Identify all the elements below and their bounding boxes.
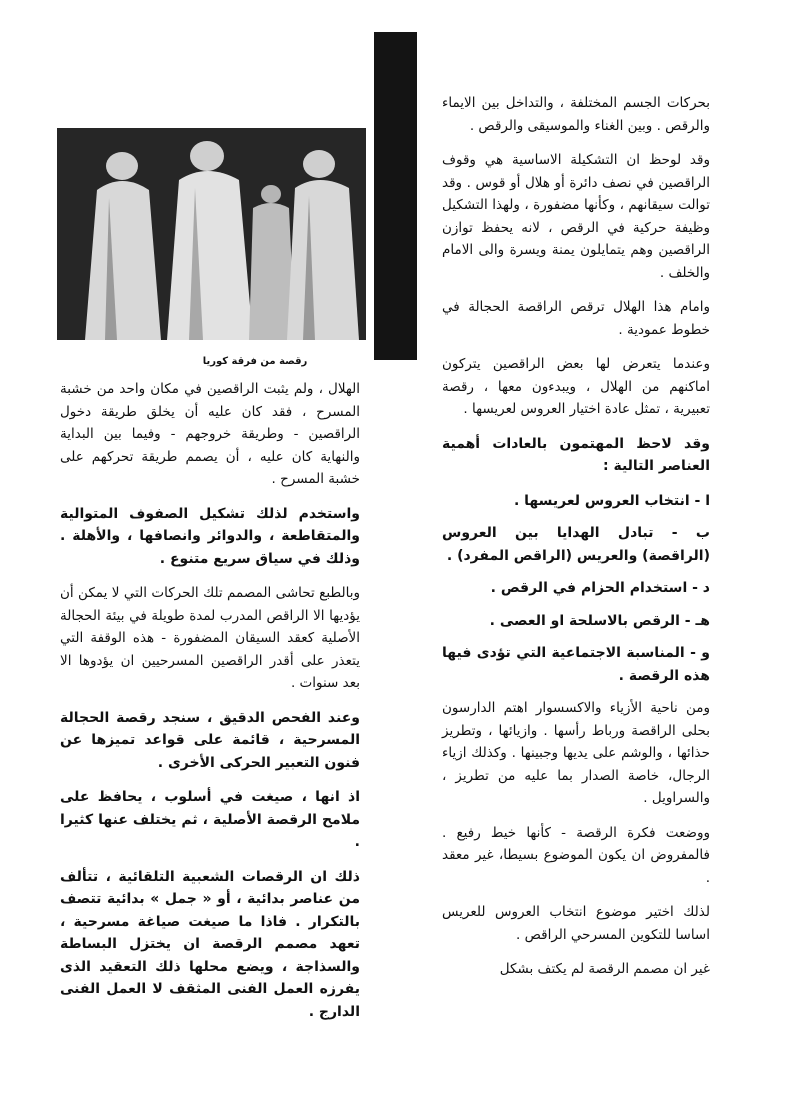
list-item: هـ - الرقص بالاسلحة او العصى . xyxy=(489,612,710,629)
paragraph-bold: اذ انها ، صيغت في أسلوب ، يحافظ على ملامح الرقصة الأصلية ، ثم يختلف عنها كثيرا . xyxy=(60,789,360,850)
paragraph: بحركات الجسم المختلفة ، والتداخل بين الايماء والرقص . وبين الغناء والموسيقى والرقص . xyxy=(442,95,710,134)
paragraph: ووضعت فكرة الرقصة - كأنها خيط رفيع . فالمفروض ان يكون الموضوع بسيطا، غير معقد . xyxy=(442,824,710,886)
paragraph: وعندما يتعرض لها بعض الراقصين يتركون اماكنهم من الهلال ، ويبدءون معها ، رقصة تعبيرية ، تمثل عادة اختيار العروس لعريسها . xyxy=(442,356,710,417)
paragraph-bold: ذلك ان الرقصات الشعبية التلقائية ، تتألف من عناصر بدائية ، أو « جمل » بدائية تتصف بالتكرار . فاذا ما صيغت صياغة مسرحية ، تعهد مصمم الرقصة ان يختزل البساطة والسذاجة ، ويضع محلها ذلك التعقيد الذى يفرزه العمل الفنى المثقف لا العمل الفنى الدارج . xyxy=(60,868,360,1020)
list-item: د - استخدام الحزام في الرقص . xyxy=(490,580,710,596)
paragraph: لذلك اختير موضوع انتخاب العروس للعريس اساسا للتكوين المسرحي الراقص . xyxy=(442,904,710,943)
dance-photo-illustration xyxy=(57,128,366,340)
paragraph: وامام هذا الهلال ترقص الراقصة الحجالة في خطوط عمودية . xyxy=(442,299,710,338)
column-divider-band xyxy=(374,32,417,360)
right-column xyxy=(442,92,710,993)
paragraph: ومن ناحية الأزياء والاكسسوار اهتم الدارسون بحلى الراقصة ورباط رأسها . وازيائها ، وتطريز حذائها ، والوشم على يديها وجبينها . وكذلك ازياء الرجال، خاصة الصدار بما عليه من تطريز ، والسراويل . xyxy=(442,700,710,806)
paragraph-bold: واستخدم لذلك تشكيل الصفوف المتوالية والمتقاطعة ، والدوائر وانصافها ، والأهلة . وذلك في سياق سريع متنوع . xyxy=(60,505,360,567)
left-column xyxy=(60,378,360,1035)
paragraph: وبالطبع تحاشى المصمم تلك الحركات التي لا يمكن أن يؤديها الا الراقص المدرب لمدة طويلة في بيئة الحجالة الأصلية كعقد السيقان المضفورة - هذه الوقفة التي يتعذر على أقدر الراقصين المسرحيين ان يؤدوها الا بعد سنوات . xyxy=(60,585,360,691)
section-heading: وقد لاحظ المهتمون بالعادات أهمية العناصر التالية : xyxy=(442,435,710,474)
dance-photo xyxy=(57,128,366,340)
paragraph: وقد لوحظ ان التشكيلة الاساسية هي وقوف الراقصين في نصف دائرة أو هلال أو قوس . وقد توالت سيقانهم ، وكأنها مضفورة ، ولهذا التشكيل وظيفة حركية في الرقص ، لانه يحفظ توازن الراقصين وهم يتمايلون يمنة ويسرة والى الامام والخلف . xyxy=(442,152,710,281)
paragraph-bold: وعند الفحص الدقيق ، سنجد رقصة الحجالة المسرحية ، قائمة على قواعد تميزها عن فنون التعبير الحركى الأخرى . xyxy=(60,709,360,771)
list-item: و - المناسبة الاجتماعية التي تؤدى فيها هذه الرقصة . xyxy=(442,645,710,684)
list-item: ا - انتخاب العروس لعريسها . xyxy=(513,492,710,509)
photo-caption: رقصة من فرقة كوريا xyxy=(202,356,308,367)
paragraph: غير ان مصمم الرقصة لم يكتف بشكل xyxy=(499,961,710,977)
paragraph: الهلال ، ولم يثبت الراقصين في مكان واحد من خشبة المسرح ، فقد كان عليه أن يخلق طريقة دخول الراقصين - وطريقة خروجهم - وفيما بين البداية والنهاية كان عليه ، أن يصمم طريقة تحركهم على خشبة المسرح . xyxy=(60,381,360,487)
list-item: ب - تبادل الهدايا بين العروس (الراقصة) والعريس (الراقص المفرد) . xyxy=(442,525,710,564)
